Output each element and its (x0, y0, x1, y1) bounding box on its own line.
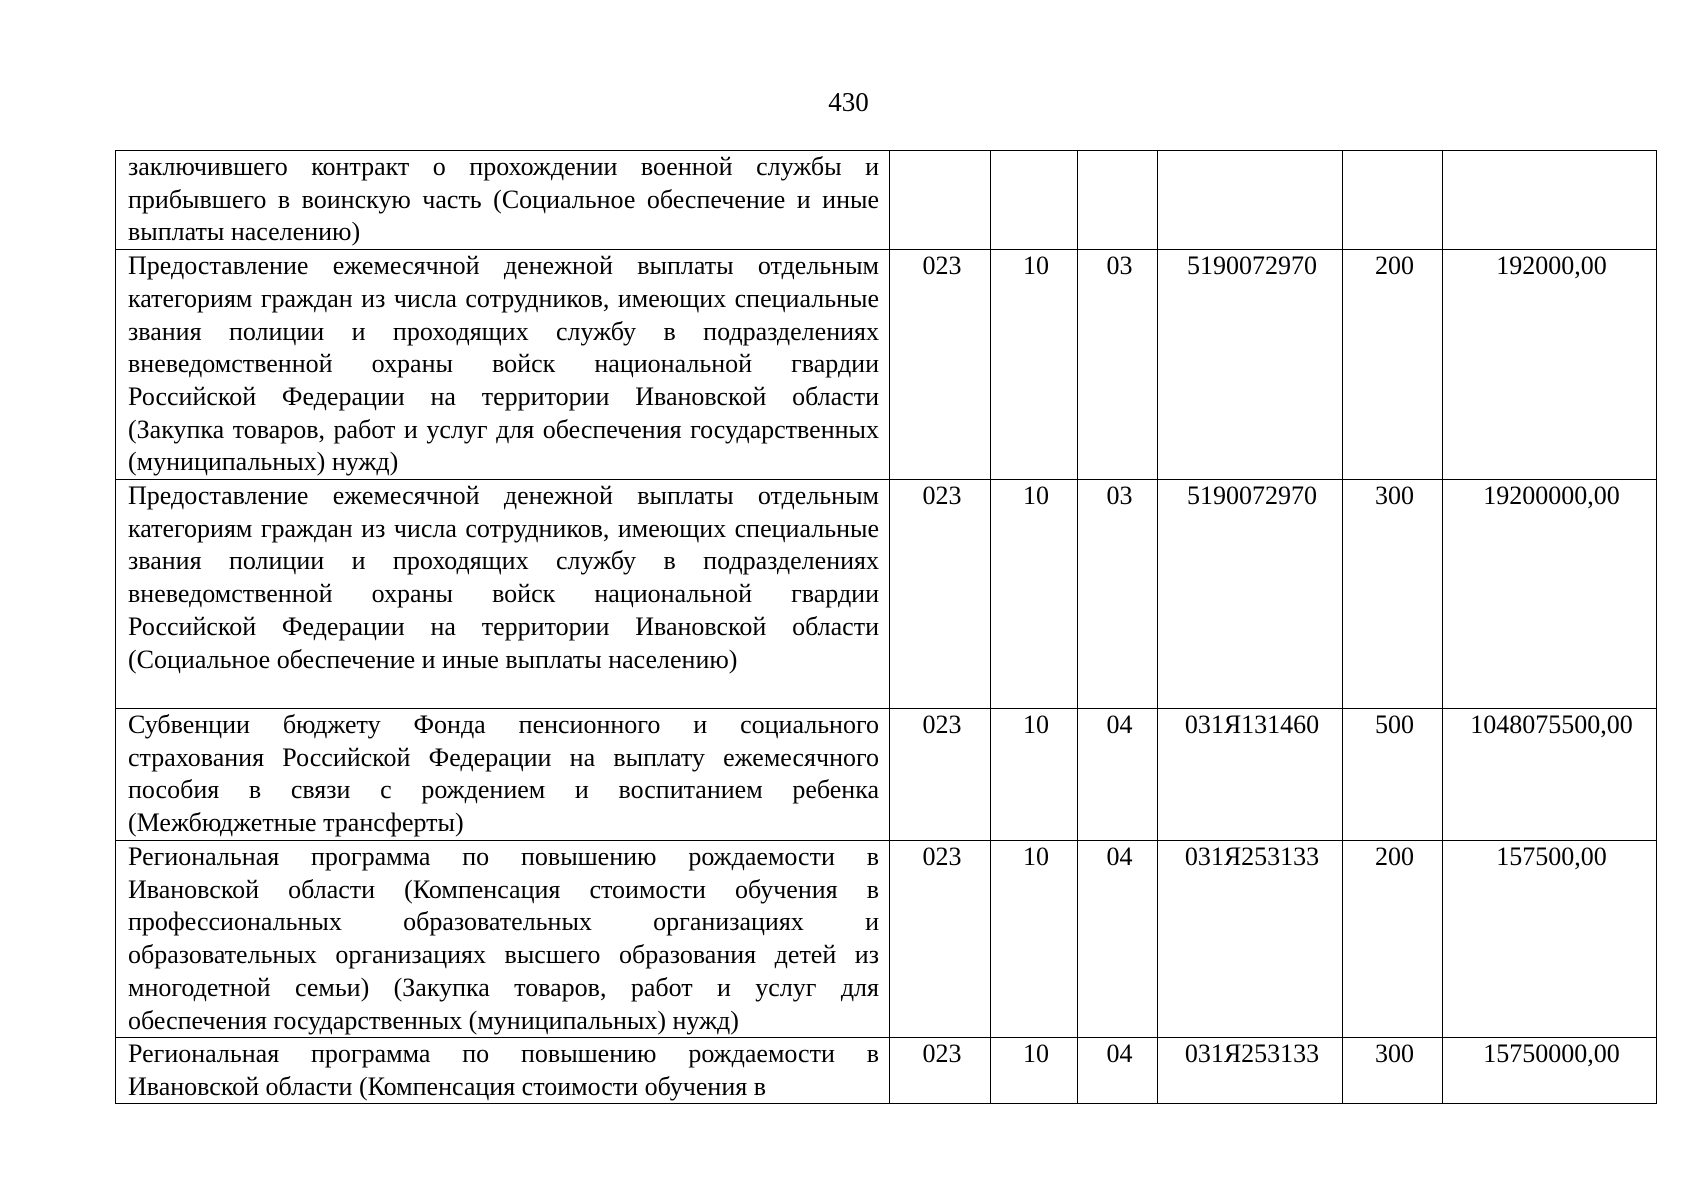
vr-cell (1343, 151, 1443, 250)
sum-cell: 157500,00 (1443, 841, 1657, 1038)
sum-cell: 192000,00 (1443, 250, 1657, 480)
podrazdel-cell: 04 (1078, 709, 1158, 841)
csr-cell: 031Я131460 (1158, 709, 1343, 841)
razdel-cell: 10 (991, 709, 1078, 841)
podrazdel-cell: 04 (1078, 841, 1158, 1038)
podrazdel-cell: 03 (1078, 250, 1158, 480)
razdel-cell: 10 (991, 1038, 1078, 1104)
budget-table (115, 150, 1657, 1104)
vr-cell: 300 (1343, 480, 1443, 709)
csr-cell: 5190072970 (1158, 250, 1343, 480)
razdel-cell (991, 151, 1078, 250)
page-number: 430 (828, 87, 869, 117)
sum-cell: 1048075500,00 (1443, 709, 1657, 841)
table-row (116, 841, 1657, 1038)
grbs-cell (890, 151, 991, 250)
grbs-cell: 023 (890, 1038, 991, 1104)
row-name-cell: Субвенции бюджету Фонда пенсионного и социального страхования Российской Федерации на выплату ежемесячного пособия в связи с рождением и воспитанием ребенка (Межбюджетные трансферты) (116, 709, 890, 841)
table-row (116, 250, 1657, 480)
razdel-cell: 10 (991, 841, 1078, 1038)
grbs-cell: 023 (890, 480, 991, 709)
grbs-cell: 023 (890, 841, 991, 1038)
table-row (116, 480, 1657, 709)
row-name-text: Региональная программа по повышению рождаемости в Ивановской области (Компенсация стоимости обучения в (128, 1039, 879, 1101)
vr-cell: 300 (1343, 1038, 1443, 1104)
csr-cell: 031Я253133 (1158, 1038, 1343, 1104)
razdel-cell: 10 (991, 480, 1078, 709)
row-name-cell: Предоставление ежемесячной денежной выплаты отдельным категориям граждан из числа сотрудников, имеющих специальные звания полиции и проходящих службу в подразделениях вневедомственной охраны войск национальной гвардии Российской Федерации на территории Ивановской области (Закупка товаров, работ и услуг для обеспечения государственных (муниципальных) нужд) (116, 250, 890, 480)
podrazdel-cell: 04 (1078, 1038, 1158, 1104)
vr-cell: 200 (1343, 250, 1443, 480)
table-row (116, 1038, 1657, 1104)
csr-cell: 031Я253133 (1158, 841, 1343, 1038)
razdel-cell: 10 (991, 250, 1078, 480)
vr-cell: 500 (1343, 709, 1443, 841)
grbs-cell: 023 (890, 250, 991, 480)
podrazdel-cell: 03 (1078, 480, 1158, 709)
vr-cell: 200 (1343, 841, 1443, 1038)
row-name-cell (116, 1038, 890, 1104)
csr-cell: 5190072970 (1158, 480, 1343, 709)
sum-cell: 19200000,00 (1443, 480, 1657, 709)
row-name-cell: заключившего контракт о прохождении военной службы и прибывшего в воинскую часть (Социальное обеспечение и иные выплаты населению) (116, 151, 890, 250)
sum-cell: 15750000,00 (1443, 1038, 1657, 1104)
row-name-cell: Региональная программа по повышению рождаемости в Ивановской области (Компенсация стоимости обучения в профессиональных образовательных организациях и образовательных организациях высшего образования детей из многодетной семьи) (Закупка товаров, работ и услуг для обеспечения государственных (муниципальных) нужд) (116, 841, 890, 1038)
table-row (116, 709, 1657, 841)
row-name-cell: Предоставление ежемесячной денежной выплаты отдельным категориям граждан из числа сотрудников, имеющих специальные звания полиции и проходящих службу в подразделениях вневедомственной охраны войск национальной гвардии Российской Федерации на территории Ивановской области (Социальное обеспечение и иные выплаты населению) (116, 480, 890, 709)
csr-cell (1158, 151, 1343, 250)
table-row (116, 151, 1657, 250)
grbs-cell: 023 (890, 709, 991, 841)
sum-cell (1443, 151, 1657, 250)
podrazdel-cell (1078, 151, 1158, 250)
